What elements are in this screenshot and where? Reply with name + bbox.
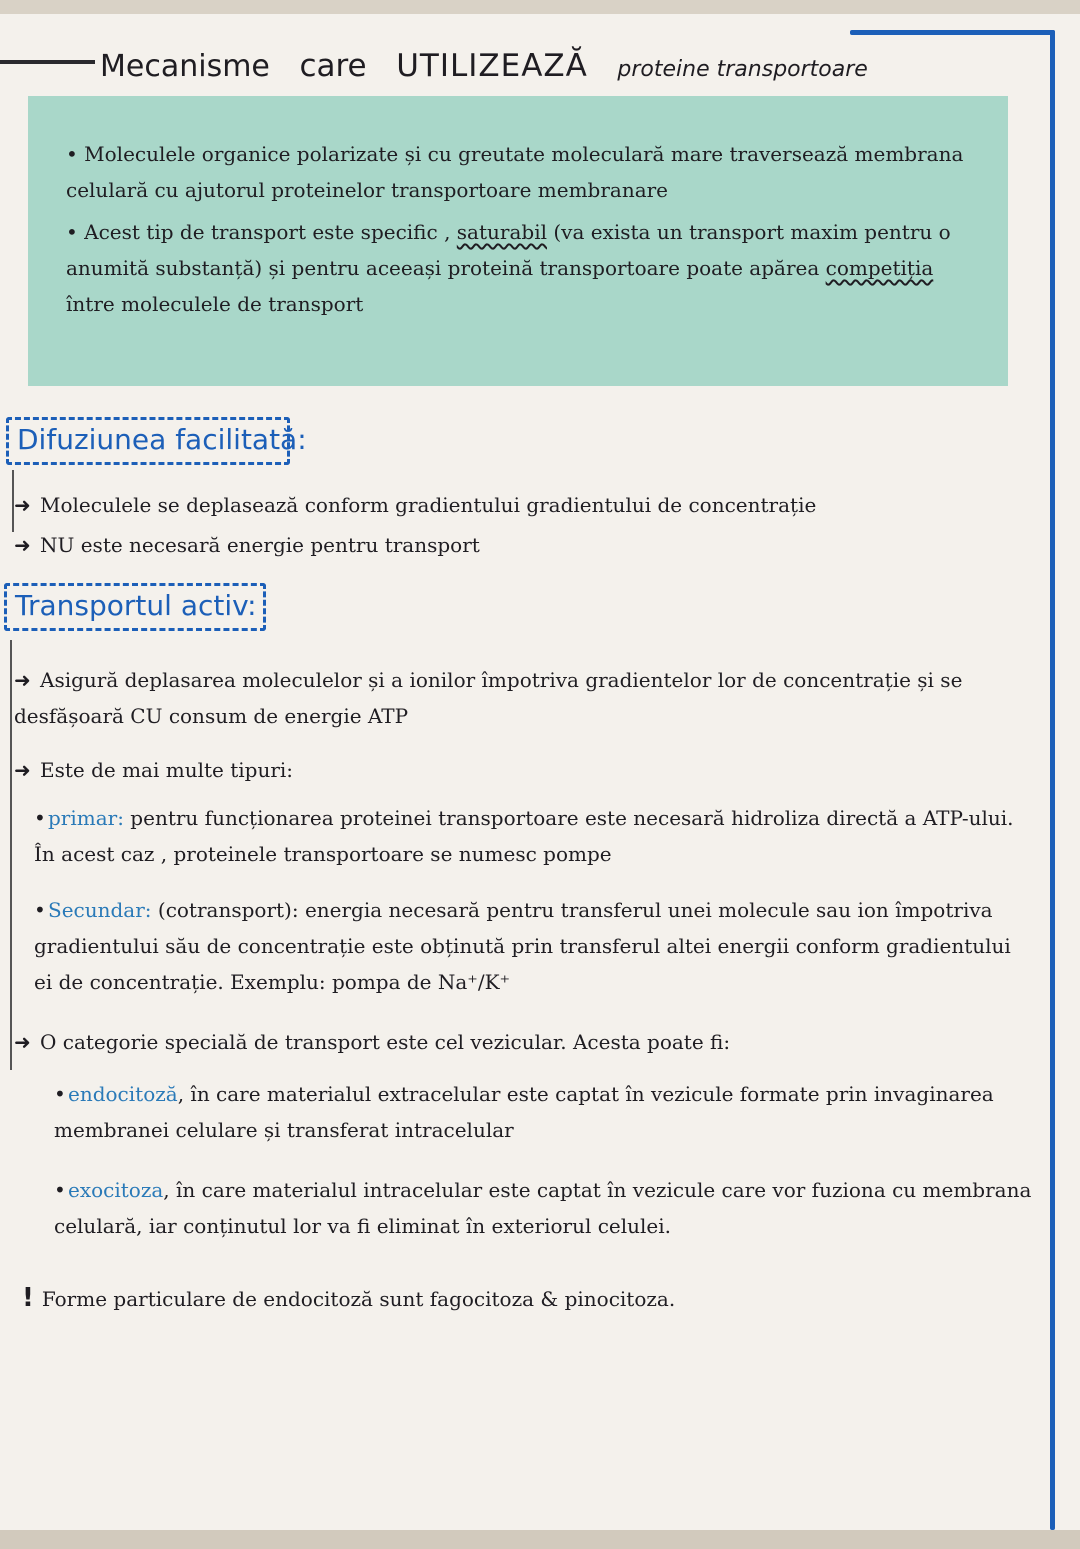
note-line bbox=[22, 1280, 1032, 1317]
tip-secundar bbox=[34, 892, 1034, 1000]
title-underline-left bbox=[0, 60, 95, 64]
intro-paragraph-1: • Moleculele organice polarizate și cu greutate moleculară mare traversează membrana celulară cu ajutorul proteinelor transportoare membranare bbox=[66, 142, 964, 202]
activ-bracket bbox=[10, 640, 12, 1070]
intro-highlight-box bbox=[28, 96, 1008, 386]
intro-p2-end: între moleculele de transport bbox=[66, 292, 364, 316]
note-text: Forme particulare de endocitoză sunt fagocitoza & pinocitoza. bbox=[41, 1287, 676, 1311]
activ-line-1 bbox=[14, 662, 1024, 734]
difuziune-line-2 bbox=[14, 530, 480, 560]
intro-paragraph-2 bbox=[66, 214, 978, 322]
heading-transportul-activ: Transportul activ: bbox=[4, 583, 266, 631]
secundar-text: (cotransport): energia necesară pentru transferul unei molecule sau ion împotriva gradientului său de concentrație este obținută prin transferul altei energii conform gradientului ei de concentrație. Exemplu: pompa de Na⁺/K⁺ bbox=[34, 898, 1011, 994]
blue-margin-top bbox=[850, 30, 1055, 35]
term-primar: primar: bbox=[48, 806, 124, 830]
term-exocitoza: exocitoza bbox=[68, 1178, 164, 1202]
tip-endocitoza bbox=[54, 1076, 1034, 1148]
bullet-icon: • bbox=[34, 806, 46, 830]
blue-margin-right bbox=[1050, 30, 1055, 1530]
title-word-2: care bbox=[299, 48, 367, 84]
activ-text-3: O categorie specială de transport este cel vezicular. Acesta poate fi: bbox=[40, 1030, 731, 1054]
tip-primar bbox=[34, 800, 1034, 872]
term-secundar: Secundar: bbox=[48, 898, 152, 922]
page-bottom-edge bbox=[0, 1530, 1080, 1549]
intro-p2-middle: (va exista un transport maxim pentru o anumită substanță) și pentru aceeași proteină transportoare poate apărea bbox=[66, 220, 951, 280]
page-title bbox=[100, 36, 868, 96]
difuziune-line-1 bbox=[14, 490, 816, 520]
bullet-icon: • bbox=[34, 898, 46, 922]
heading-difuziune-facilitata: Difuziunea facilitată: bbox=[6, 417, 290, 465]
tip-exocitoza bbox=[54, 1172, 1034, 1244]
intro-p2-start: • Acest tip de transport este specific , bbox=[66, 220, 457, 244]
activ-text-2: Este de mai multe tipuri: bbox=[40, 758, 294, 782]
arrow-icon: ➜ bbox=[14, 668, 31, 692]
arrow-icon: ➜ bbox=[14, 533, 31, 557]
exocitoza-text: , în care materialul intracelular este captat în vezicule care vor fuziona cu membrana celulară, iar conținutul lor va fi eliminat în exteriorul celulei. bbox=[54, 1178, 1032, 1238]
difuziune-text-1: Moleculele se deplasează conform gradientului gradientului de concentrație bbox=[40, 493, 817, 517]
difuziune-text-2: NU este necesară energie pentru transport bbox=[40, 533, 480, 557]
title-word-4: proteine transportoare bbox=[617, 57, 868, 82]
bullet-icon: • bbox=[54, 1178, 66, 1202]
exclamation-icon: ! bbox=[22, 1283, 34, 1313]
activ-line-3 bbox=[14, 1024, 1024, 1060]
arrow-icon: ➜ bbox=[14, 758, 31, 782]
page-top-edge bbox=[0, 0, 1080, 14]
arrow-icon: ➜ bbox=[14, 1030, 31, 1054]
bullet-icon: • bbox=[54, 1082, 66, 1106]
term-endocitoza: endocitoză bbox=[68, 1082, 178, 1106]
term-saturabil: saturabil bbox=[456, 220, 547, 244]
primar-text: pentru funcționarea proteinei transportoare este necesară hidroliza directă a ATP-ului. În acest caz , proteinele transportoare se numesc pompe bbox=[34, 806, 1014, 866]
term-competitia: competiția bbox=[825, 256, 934, 280]
title-word-1: Mecanisme bbox=[100, 49, 270, 84]
arrow-icon: ➜ bbox=[14, 493, 31, 517]
activ-text-1: Asigură deplasarea moleculelor și a ionilor împotriva gradientelor lor de concentrație și se desfășoară CU consum de energie ATP bbox=[14, 668, 963, 728]
endocitoza-text: , în care materialul extracelular este captat în vezicule formate prin invaginarea membranei celulare și transferat intracelular bbox=[54, 1082, 994, 1142]
activ-line-2 bbox=[14, 752, 1024, 788]
title-word-3: UTILIZEAZĂ bbox=[396, 48, 588, 84]
